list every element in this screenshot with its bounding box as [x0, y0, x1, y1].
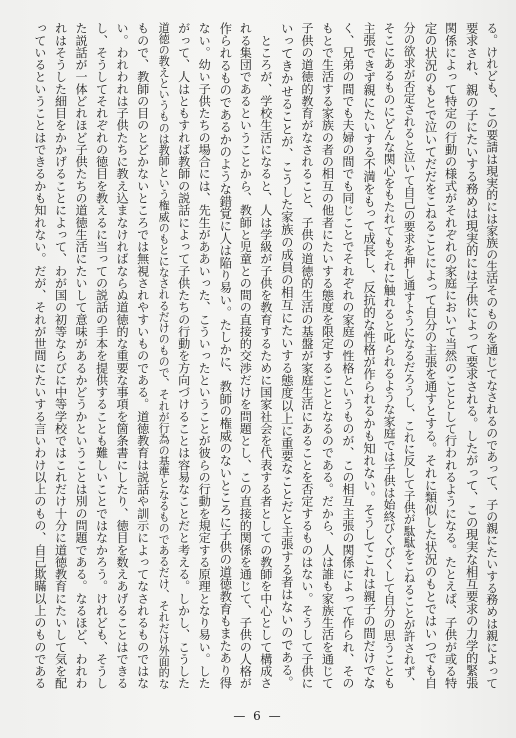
page-number: — 6 —	[233, 709, 283, 723]
text-column: れる集団であるということから、教師と児童との間の直接的交渉だけを問題とし、この直接的関係を通じて、子供の人格が	[238, 22, 253, 690]
text-column: し、そうしてそれぞれの徳目を教えるに当っての説話の手本を提供することも難しいことではなかろう。けれども、そうし	[94, 22, 109, 690]
text-column: 定の状況のもとで泣いてだだをこねることによって自分の主張を通すとする。それに類似した状況のもとではいつでも自	[423, 22, 438, 689]
text-column: がって、人はともすれば教師の説話によって子供たちの行動を方向づけることは容易なことだと考える。しかし、こうした	[176, 22, 191, 690]
text-column: ところが、学校生活になると、人は学級が子供を教育するために国家社会を代表する者としての教師を中心として構成さ	[258, 22, 273, 690]
text-column: もとで生活する家族の者の相互の他者にたいする態度を限定することとなるのである。だから、人は誰も家族生活を通じて	[320, 22, 335, 690]
text-column: そこにあるものにどんな関心をもたれてもそれに触れると叱られるような家庭では子供は始終びくびくして自分の思うことも	[382, 22, 397, 689]
text-column: い。われわれは子供たちに教え込まなければならぬ道徳的な重要な事項を箇条書にしたり、徳目を数えあげることはできる	[115, 22, 130, 690]
text-column: 子供の道徳的教育がなされること、子供の道徳的生活の基盤が家庭生活にあることを否定するものはない。そうして子供に	[299, 22, 314, 690]
text-column: 関係によって特定の行動の様式がそれぞれの家庭において当然のこととして行われるようになる。たとえば、子供が或る特	[443, 22, 458, 690]
text-column: もので、教師の目のとどかないところでは無視されやすいものである。道徳教育は説話や訓示によってなされるものではな	[135, 22, 150, 690]
text-column: 要求され、親の子にたいする務めは現実的には子供によって要求される。したがって、この現実な相互要求の力学的緊張	[464, 22, 479, 689]
text-column: 作られるものであるかのような錯覚に人は陥り易い。たしかに、教師の権威のないところに子供の道徳教育もまたあり得	[217, 22, 232, 689]
text-column: く、兄弟の間でも夫婦の間でも同じことでそれぞれの家庭の性格というものが、この相互主張の関係によって作られ、その	[340, 22, 355, 690]
text-column: る。けれども、この要請は現実的には家族の生活そのものを通じてなされるのであって、子の親にたいする務めは親によって	[484, 22, 499, 689]
text-column: っているということはできるかも知れない。だが、それが世間にたいする言いわけ以上のもの、自己欺瞞以上のものである	[33, 22, 47, 690]
text-column: いってきかせることが、こうした家族の成員の相互にたいする態度以上に重要なことだと主張する者はないのである。	[279, 22, 295, 689]
text-column: れはそうした細目をかかげることによって、わが国の初等ならびに中等学校ではこれだけ十分に道徳教育にたいして気を配	[53, 22, 68, 690]
vertical-text-body	[30, 22, 502, 690]
text-column: ない。幼い子供たちの場合には、先生がああいった、こういったということが彼らの行動を規定する原理となり易い。した	[197, 22, 212, 690]
text-column: 道徳の教えというものは教師という権威のもとになされるだけのもので、それが行為の基準となるものであるだけ、それだけ外面的な	[157, 22, 171, 690]
text-column: 主張できず親にたいする不満をもって成長し、反抗的な性格が作られるかも知れない。そうしてこれは親子の間だけでな	[361, 22, 376, 689]
text-column: 分の欲求が否定されると泣いて自己の要求を押し通すようになるだろうし、これに反して子供が駄駄をこねることが許されず、	[402, 22, 417, 689]
text-column: た説話が一体どれほど子供たちの道徳生活にたいして意味があるかどうかということは別の問題である。なるほど、われわ	[74, 22, 89, 690]
